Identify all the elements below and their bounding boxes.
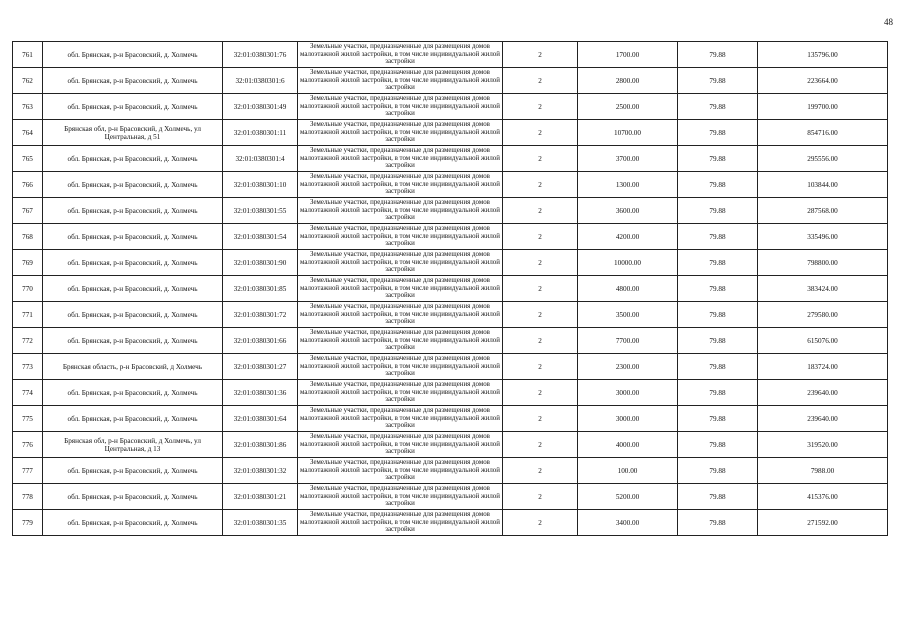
address-cell: обл. Брянская, р-н Брасовский, д. Холмечь: [43, 380, 223, 406]
specific-value-cell: 79.88: [678, 250, 758, 276]
cadastral-value-cell: 103844.00: [758, 172, 888, 198]
address-cell: обл. Брянская, р-н Брасовский, д. Холмечь: [43, 198, 223, 224]
area-cell: 2300.00: [578, 354, 678, 380]
land-use-cell: Земельные участки, предназначенные для размещения домов малоэтажной жилой застройки, в том числе индивидуальной жилой застройки: [298, 484, 503, 510]
row-number: 768: [13, 224, 43, 250]
area-cell: 3400.00: [578, 510, 678, 536]
cadastral-number-cell: 32:01:0380301:32: [223, 458, 298, 484]
cadastral-value-cell: 854716.00: [758, 120, 888, 146]
specific-value-cell: 79.88: [678, 120, 758, 146]
row-number: 771: [13, 302, 43, 328]
specific-value-cell: 79.88: [678, 146, 758, 172]
row-number: 772: [13, 328, 43, 354]
land-use-cell: Земельные участки, предназначенные для размещения домов малоэтажной жилой застройки, в том числе индивидуальной жилой застройки: [298, 94, 503, 120]
row-number: 774: [13, 380, 43, 406]
category-cell: 2: [503, 276, 578, 302]
land-use-cell: Земельные участки, предназначенные для размещения домов малоэтажной жилой застройки, в том числе индивидуальной жилой застройки: [298, 224, 503, 250]
address-cell: обл. Брянская, р-н Брасовский, д. Холмечь: [43, 146, 223, 172]
address-cell: обл. Брянская, р-н Брасовский, д. Холмечь: [43, 224, 223, 250]
specific-value-cell: 79.88: [678, 224, 758, 250]
land-use-cell: Земельные участки, предназначенные для размещения домов малоэтажной жилой застройки, в том числе индивидуальной жилой застройки: [298, 42, 503, 68]
cadastral-number-cell: 32:01:0380301:27: [223, 354, 298, 380]
row-number: 773: [13, 354, 43, 380]
table-row: [13, 146, 888, 172]
category-cell: 2: [503, 406, 578, 432]
table-row: [13, 250, 888, 276]
row-number: 770: [13, 276, 43, 302]
cadastral-value-cell: 271592.00: [758, 510, 888, 536]
cadastral-value-cell: 319520.00: [758, 432, 888, 458]
category-cell: 2: [503, 458, 578, 484]
row-number: 778: [13, 484, 43, 510]
address-cell: обл. Брянская, р-н Брасовский, д. Холмечь: [43, 458, 223, 484]
cadastral-number-cell: 32:01:0380301:21: [223, 484, 298, 510]
cadastral-number-cell: 32:01:0380301:10: [223, 172, 298, 198]
cadastral-number-cell: 32:01:0380301:35: [223, 510, 298, 536]
category-cell: 2: [503, 510, 578, 536]
table-row: [13, 458, 888, 484]
specific-value-cell: 79.88: [678, 432, 758, 458]
land-plots-table: [12, 41, 888, 536]
category-cell: 2: [503, 354, 578, 380]
table-body: [13, 42, 888, 536]
cadastral-number-cell: 32:01:0380301:36: [223, 380, 298, 406]
land-use-cell: Земельные участки, предназначенные для размещения домов малоэтажной жилой застройки, в том числе индивидуальной жилой застройки: [298, 406, 503, 432]
land-use-cell: Земельные участки, предназначенные для размещения домов малоэтажной жилой застройки, в том числе индивидуальной жилой застройки: [298, 380, 503, 406]
land-use-cell: Земельные участки, предназначенные для размещения домов малоэтажной жилой застройки, в том числе индивидуальной жилой застройки: [298, 120, 503, 146]
area-cell: 1700.00: [578, 42, 678, 68]
land-use-cell: Земельные участки, предназначенные для размещения домов малоэтажной жилой застройки, в том числе индивидуальной жилой застройки: [298, 302, 503, 328]
cadastral-number-cell: 32:01:0380301:55: [223, 198, 298, 224]
table-row: [13, 406, 888, 432]
cadastral-value-cell: 415376.00: [758, 484, 888, 510]
table-row: [13, 484, 888, 510]
specific-value-cell: 79.88: [678, 510, 758, 536]
row-number: 769: [13, 250, 43, 276]
cadastral-value-cell: 287568.00: [758, 198, 888, 224]
area-cell: 10700.00: [578, 120, 678, 146]
table-row: [13, 172, 888, 198]
cadastral-value-cell: 7988.00: [758, 458, 888, 484]
land-use-cell: Земельные участки, предназначенные для размещения домов малоэтажной жилой застройки, в том числе индивидуальной жилой застройки: [298, 354, 503, 380]
table-row: [13, 328, 888, 354]
address-cell: обл. Брянская, р-н Брасовский, д. Холмечь: [43, 68, 223, 94]
specific-value-cell: 79.88: [678, 42, 758, 68]
category-cell: 2: [503, 484, 578, 510]
category-cell: 2: [503, 172, 578, 198]
category-cell: 2: [503, 94, 578, 120]
specific-value-cell: 79.88: [678, 458, 758, 484]
table-row: [13, 68, 888, 94]
land-use-cell: Земельные участки, предназначенные для размещения домов малоэтажной жилой застройки, в том числе индивидуальной жилой застройки: [298, 172, 503, 198]
land-use-cell: Земельные участки, предназначенные для размещения домов малоэтажной жилой застройки, в том числе индивидуальной жилой застройки: [298, 250, 503, 276]
category-cell: 2: [503, 146, 578, 172]
address-cell: Брянская обл, р-н Брасовский, д Холмечь, ул Центральная, д 13: [43, 432, 223, 458]
cadastral-number-cell: 32:01:0380301:11: [223, 120, 298, 146]
address-cell: обл. Брянская, р-н Брасовский, д. Холмечь: [43, 94, 223, 120]
specific-value-cell: 79.88: [678, 172, 758, 198]
land-use-cell: Земельные участки, предназначенные для размещения домов малоэтажной жилой застройки, в том числе индивидуальной жилой застройки: [298, 68, 503, 94]
cadastral-number-cell: 32:01:0380301:6: [223, 68, 298, 94]
area-cell: 4800.00: [578, 276, 678, 302]
specific-value-cell: 79.88: [678, 198, 758, 224]
category-cell: 2: [503, 250, 578, 276]
row-number: 776: [13, 432, 43, 458]
row-number: 777: [13, 458, 43, 484]
area-cell: 100.00: [578, 458, 678, 484]
cadastral-value-cell: 135796.00: [758, 42, 888, 68]
cadastral-value-cell: 279580.00: [758, 302, 888, 328]
address-cell: Брянская область, р-н Брасовский, д Холмечь: [43, 354, 223, 380]
table-row: [13, 302, 888, 328]
address-cell: обл. Брянская, р-н Брасовский, д. Холмечь: [43, 510, 223, 536]
cadastral-number-cell: 32:01:0380301:76: [223, 42, 298, 68]
cadastral-number-cell: 32:01:0380301:4: [223, 146, 298, 172]
cadastral-value-cell: 383424.00: [758, 276, 888, 302]
address-cell: обл. Брянская, р-н Брасовский, д. Холмечь: [43, 250, 223, 276]
address-cell: обл. Брянская, р-н Брасовский, д. Холмечь: [43, 42, 223, 68]
table-row: [13, 198, 888, 224]
land-use-cell: Земельные участки, предназначенные для размещения домов малоэтажной жилой застройки, в том числе индивидуальной жилой застройки: [298, 276, 503, 302]
area-cell: 2500.00: [578, 94, 678, 120]
area-cell: 3700.00: [578, 146, 678, 172]
category-cell: 2: [503, 42, 578, 68]
cadastral-number-cell: 32:01:0380301:49: [223, 94, 298, 120]
cadastral-number-cell: 32:01:0380301:85: [223, 276, 298, 302]
cadastral-value-cell: 239640.00: [758, 380, 888, 406]
area-cell: 3000.00: [578, 380, 678, 406]
row-number: 762: [13, 68, 43, 94]
category-cell: 2: [503, 328, 578, 354]
specific-value-cell: 79.88: [678, 68, 758, 94]
area-cell: 7700.00: [578, 328, 678, 354]
address-cell: обл. Брянская, р-н Брасовский, д. Холмечь: [43, 172, 223, 198]
area-cell: 3000.00: [578, 406, 678, 432]
table-row: [13, 120, 888, 146]
cadastral-value-cell: 335496.00: [758, 224, 888, 250]
table-row: [13, 354, 888, 380]
category-cell: 2: [503, 120, 578, 146]
row-number: 765: [13, 146, 43, 172]
table-row: [13, 432, 888, 458]
row-number: 779: [13, 510, 43, 536]
land-use-cell: Земельные участки, предназначенные для размещения домов малоэтажной жилой застройки, в том числе индивидуальной жилой застройки: [298, 328, 503, 354]
cadastral-number-cell: 32:01:0380301:66: [223, 328, 298, 354]
table-row: [13, 94, 888, 120]
area-cell: 4000.00: [578, 432, 678, 458]
specific-value-cell: 79.88: [678, 380, 758, 406]
address-cell: обл. Брянская, р-н Брасовский, д. Холмечь: [43, 406, 223, 432]
row-number: 766: [13, 172, 43, 198]
specific-value-cell: 79.88: [678, 328, 758, 354]
table-row: [13, 380, 888, 406]
row-number: 761: [13, 42, 43, 68]
area-cell: 3500.00: [578, 302, 678, 328]
category-cell: 2: [503, 302, 578, 328]
cadastral-number-cell: 32:01:0380301:86: [223, 432, 298, 458]
category-cell: 2: [503, 380, 578, 406]
area-cell: 2800.00: [578, 68, 678, 94]
specific-value-cell: 79.88: [678, 484, 758, 510]
address-cell: обл. Брянская, р-н Брасовский, д. Холмечь: [43, 302, 223, 328]
row-number: 764: [13, 120, 43, 146]
specific-value-cell: 79.88: [678, 302, 758, 328]
land-use-cell: Земельные участки, предназначенные для размещения домов малоэтажной жилой застройки, в том числе индивидуальной жилой застройки: [298, 510, 503, 536]
land-use-cell: Земельные участки, предназначенные для размещения домов малоэтажной жилой застройки, в том числе индивидуальной жилой застройки: [298, 146, 503, 172]
specific-value-cell: 79.88: [678, 354, 758, 380]
table-row: [13, 276, 888, 302]
table-row: [13, 224, 888, 250]
address-cell: обл. Брянская, р-н Брасовский, д. Холмечь: [43, 484, 223, 510]
address-cell: обл. Брянская, р-н Брасовский, д. Холмечь: [43, 328, 223, 354]
area-cell: 10000.00: [578, 250, 678, 276]
cadastral-value-cell: 798800.00: [758, 250, 888, 276]
area-cell: 1300.00: [578, 172, 678, 198]
row-number: 767: [13, 198, 43, 224]
area-cell: 3600.00: [578, 198, 678, 224]
land-use-cell: Земельные участки, предназначенные для размещения домов малоэтажной жилой застройки, в том числе индивидуальной жилой застройки: [298, 458, 503, 484]
category-cell: 2: [503, 198, 578, 224]
cadastral-number-cell: 32:01:0380301:54: [223, 224, 298, 250]
cadastral-value-cell: 295556.00: [758, 146, 888, 172]
row-number: 775: [13, 406, 43, 432]
cadastral-value-cell: 183724.00: [758, 354, 888, 380]
cadastral-value-cell: 615076.00: [758, 328, 888, 354]
cadastral-number-cell: 32:01:0380301:64: [223, 406, 298, 432]
cadastral-value-cell: 199700.00: [758, 94, 888, 120]
row-number: 763: [13, 94, 43, 120]
table-row: [13, 510, 888, 536]
category-cell: 2: [503, 68, 578, 94]
area-cell: 5200.00: [578, 484, 678, 510]
land-use-cell: Земельные участки, предназначенные для размещения домов малоэтажной жилой застройки, в том числе индивидуальной жилой застройки: [298, 198, 503, 224]
area-cell: 4200.00: [578, 224, 678, 250]
address-cell: обл. Брянская, р-н Брасовский, д. Холмечь: [43, 276, 223, 302]
address-cell: Брянская обл, р-н Брасовский, д Холмечь, ул Центральная, д 51: [43, 120, 223, 146]
cadastral-value-cell: 239640.00: [758, 406, 888, 432]
category-cell: 2: [503, 432, 578, 458]
specific-value-cell: 79.88: [678, 276, 758, 302]
land-use-cell: Земельные участки, предназначенные для размещения домов малоэтажной жилой застройки, в том числе индивидуальной жилой застройки: [298, 432, 503, 458]
specific-value-cell: 79.88: [678, 406, 758, 432]
page-number: 48: [884, 17, 893, 27]
category-cell: 2: [503, 224, 578, 250]
specific-value-cell: 79.88: [678, 94, 758, 120]
cadastral-value-cell: 223664.00: [758, 68, 888, 94]
cadastral-number-cell: 32:01:0380301:90: [223, 250, 298, 276]
cadastral-number-cell: 32:01:0380301:72: [223, 302, 298, 328]
table-row: [13, 42, 888, 68]
